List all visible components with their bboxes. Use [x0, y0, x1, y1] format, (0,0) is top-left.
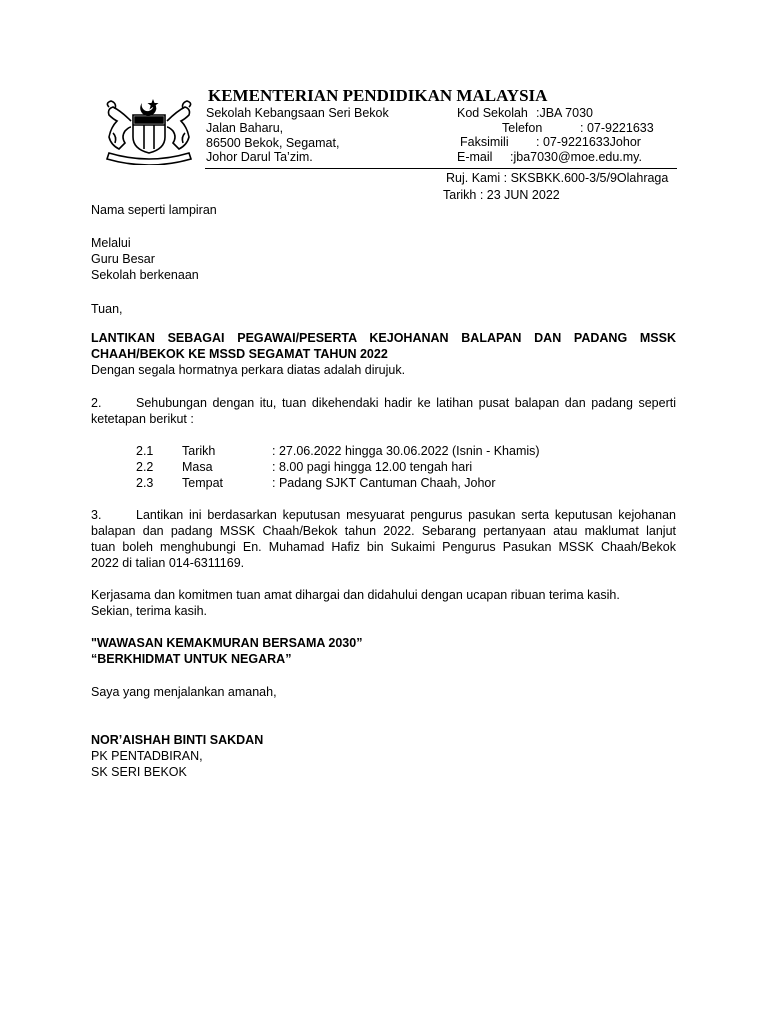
letter-date: Tarikh : 23 JUN 2022 [443, 188, 560, 202]
email-value: :jba7030@moe.edu.my. [510, 150, 642, 164]
faksimili-value: : 07-9221633Johor [536, 135, 641, 149]
item-label: Tempat [182, 476, 223, 490]
signatory-title: PK PENTADBIRAN, [91, 749, 203, 763]
recipient-line: Nama seperti lampiran [91, 203, 217, 217]
school-address-line1: Jalan Baharu, [206, 121, 284, 135]
signatory-school: SK SERI BEKOK [91, 765, 187, 779]
item-number: 2.2 [136, 460, 154, 474]
list-item [91, 459, 676, 475]
signatory-name: NOR’AISHAH BINTI SAKDAN [91, 733, 264, 747]
item-label: Masa [182, 460, 213, 474]
paragraph-1: Dengan segala hormatnya perkara diatas adalah dirujuk. [91, 363, 406, 377]
paragraph-3-line4: 2022 di talian 014-6311169. [91, 556, 245, 570]
subject-line2: CHAAH/BEKOK KE MSSD SEGAMAT TAHUN 2022 [91, 347, 388, 361]
telefon-value: : 07-9221633 [580, 121, 654, 135]
paragraph-5: Sekian, terima kasih. [91, 604, 208, 618]
reference-number: Ruj. Kami : SKSBKK.600-3/5/9Olahraga [446, 171, 669, 185]
paragraph-3-line3: tuan boleh menghubungi En. Muhamad Hafiz bin Sukaimi Pengurus Pasukan MSSK Chaah/Bekok [91, 540, 676, 554]
school-address-line2: 86500 Bekok, Segamat, [206, 136, 340, 150]
salutation: Tuan, [91, 302, 123, 316]
school-address-line3: Johor Darul Ta’zim. [206, 150, 313, 164]
letterhead-divider [205, 168, 677, 169]
item-value: : 8.00 pagi hingga 12.00 tengah hari [272, 460, 473, 474]
item-value: : 27.06.2022 hingga 30.06.2022 (Isnin - Khamis) [272, 444, 540, 458]
school-name: Sekolah Kebangsaan Seri Bekok [206, 106, 389, 120]
subject-line1: LANTIKAN SEBAGAI PEGAWAI/PESERTA KEJOHANAN BALAPAN DAN PADANG MSSK [91, 331, 676, 345]
email-label: E-mail [457, 150, 493, 164]
ministry-name: KEMENTERIAN PENDIDIKAN MALAYSIA [208, 86, 548, 105]
item-number: 2.3 [136, 476, 154, 490]
recipient-school: Sekolah berkenaan [91, 268, 199, 282]
slogan-1: "WAWASAN KEMAKMURAN BERSAMA 2030” [91, 636, 363, 650]
item-number: 2.1 [136, 444, 154, 458]
list-item [91, 443, 676, 459]
paragraph-2-number: 2. [91, 396, 102, 410]
paragraph-2-text: Sehubungan dengan itu, tuan dikehendaki hadir ke latihan pusat balapan dan padang seperti [136, 396, 676, 410]
item-label: Tarikh [182, 444, 216, 458]
slogan-2: “BERKHIDMAT UNTUK NEGARA” [91, 652, 292, 666]
item-value: : Padang SJKT Cantuman Chaah, Johor [272, 476, 496, 490]
list-item [91, 475, 676, 491]
paragraph-4: Kerjasama dan komitmen tuan amat dihargai dan didahului dengan ucapan ribuan terima kasih. [91, 588, 620, 602]
paragraph-2-continuation: ketetapan berikut : [91, 412, 194, 426]
faksimili-label: Faksimili [460, 135, 509, 149]
closing-line: Saya yang menjalankan amanah, [91, 685, 277, 699]
recipient-via: Melalui [91, 236, 131, 250]
kod-sekolah-label: Kod Sekolah [457, 106, 528, 120]
recipient-title: Guru Besar [91, 252, 155, 266]
paragraph-3-number: 3. [91, 508, 102, 522]
details-list [91, 443, 676, 493]
telefon-label: Telefon [502, 121, 543, 135]
paragraph-3-line2: balapan dan padang MSSK Chaah/Bekok tahun 2022. Sebarang pertanyaan atau maklumat lanjut [91, 524, 676, 538]
kod-sekolah-value: :JBA 7030 [536, 106, 593, 120]
paragraph-3-line1: Lantikan ini berdasarkan keputusan mesyuarat pengurus pasukan serta keputusan kejohanan [136, 508, 676, 522]
coat-of-arms-logo [95, 93, 203, 165]
